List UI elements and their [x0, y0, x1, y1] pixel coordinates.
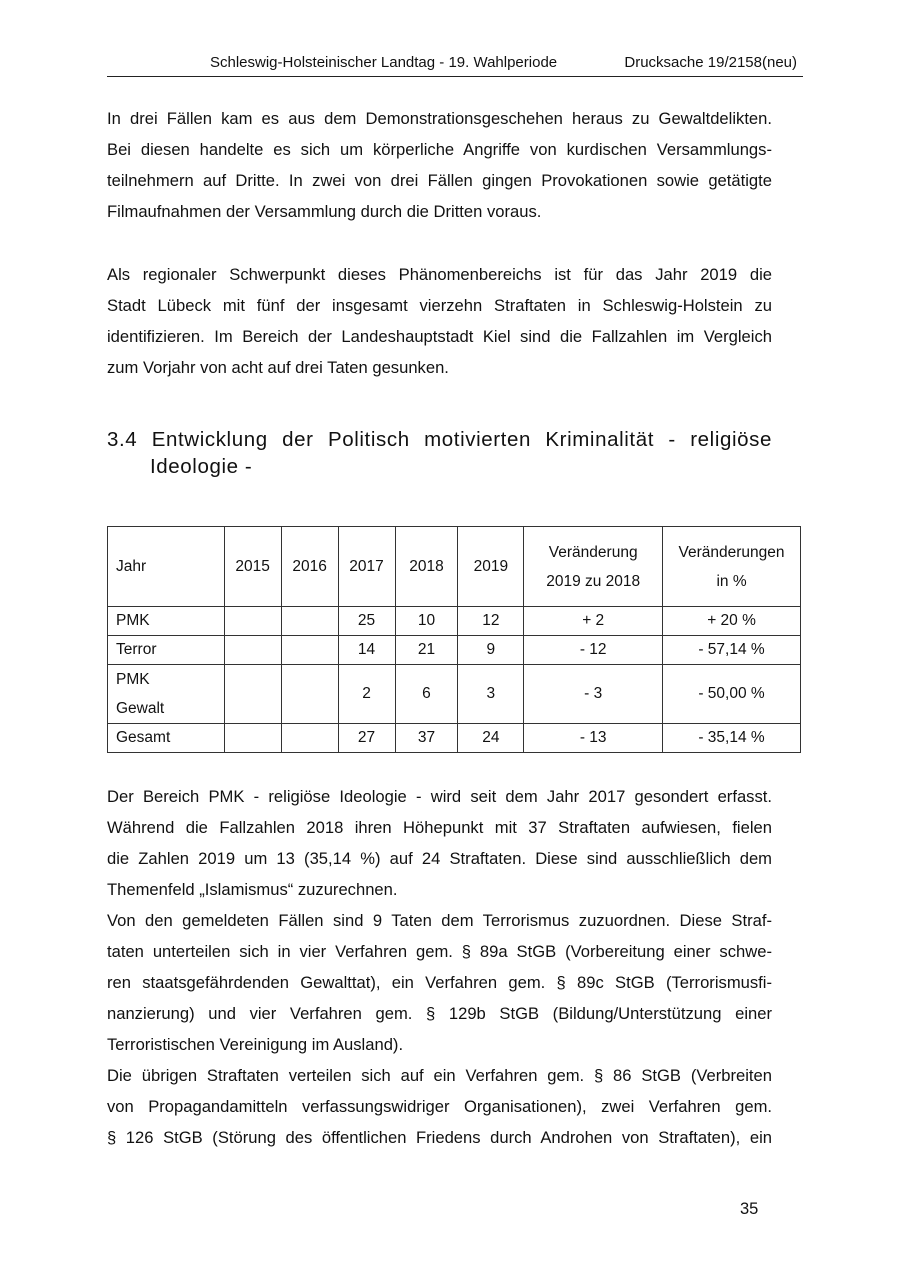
cell-2017: 25: [338, 607, 395, 636]
header-2018: 2018: [395, 527, 458, 607]
text-line: von Propagandamitteln verfassungswidriger Organisationen), zwei Verfahren gem.: [107, 1097, 772, 1116]
header-change: [524, 527, 663, 607]
page-header: [107, 50, 803, 77]
text-line: ren staatsgefährdenden Gewalttat), ein Verfahren gem. § 89c StGB (Terrorismusfi-: [107, 973, 772, 992]
table-row: [108, 636, 801, 665]
cell-2019: 3: [458, 665, 524, 724]
paragraph-violence: [107, 103, 772, 227]
table-header-row: [108, 527, 801, 607]
paragraph-development: [107, 781, 772, 905]
text-line: Von den gemeldeten Fällen sind 9 Taten dem Terrorismus zuzuordnen. Diese Straf-: [107, 911, 772, 930]
header-jahr: Jahr: [108, 527, 225, 607]
row-label: Terror: [108, 636, 225, 665]
header-2016: 2016: [281, 527, 338, 607]
cell-change: - 3: [524, 665, 663, 724]
page-number: 35: [740, 1200, 759, 1218]
header-parliament: Schleswig-Holsteinischer Landtag - 19. Wahlperiode: [210, 54, 558, 71]
cell-change: + 2: [524, 607, 663, 636]
cell-2015: [224, 607, 281, 636]
cell-2019: 12: [458, 607, 524, 636]
header-change-line2: 2019 zu 2018: [546, 572, 641, 590]
header-percent-line2: in %: [716, 572, 747, 590]
section-heading: [107, 426, 772, 480]
cell-2017: 27: [338, 724, 395, 753]
row-label: [108, 665, 225, 724]
cell-2019: 24: [458, 724, 524, 753]
cell-percent: - 35,14 %: [663, 724, 801, 753]
text-line: die Zahlen 2019 um 13 (35,14 %) auf 24 Straftaten. Diese sind ausschließlich dem: [107, 849, 772, 868]
header-document-number: Drucksache 19/2158(neu): [624, 54, 797, 71]
cell-percent: - 50,00 %: [663, 665, 801, 724]
paragraph-terrorism: [107, 905, 772, 1060]
paragraph-other-offences: [107, 1060, 772, 1153]
section-heading-line1: 3.4 Entwicklung der Politisch motivierten Kriminalität - religiöse: [107, 428, 772, 451]
cell-percent: - 57,14 %: [663, 636, 801, 665]
header-2017: 2017: [338, 527, 395, 607]
text-line: In drei Fällen kam es aus dem Demonstrationsgeschehen heraus zu Gewaltdelikten.: [107, 109, 772, 128]
row-label: PMK: [108, 607, 225, 636]
text-line: Die übrigen Straftaten verteilen sich auf ein Verfahren gem. § 86 StGB (Verbreiten: [107, 1066, 772, 1085]
table-row: [108, 724, 801, 753]
header-change-percent: [663, 527, 801, 607]
text-line: zum Vorjahr von acht auf drei Taten gesunken.: [107, 358, 449, 377]
text-line: identifizieren. Im Bereich der Landeshauptstadt Kiel sind die Fallzahlen im Vergleich: [107, 327, 772, 346]
cell-2017: 2: [338, 665, 395, 724]
text-line: Der Bereich PMK - religiöse Ideologie - wird seit dem Jahr 2017 gesondert erfasst.: [107, 787, 772, 806]
cell-2018: 10: [395, 607, 458, 636]
cell-2016: [281, 724, 338, 753]
cell-2016: [281, 636, 338, 665]
pmk-statistics-table: [107, 526, 801, 753]
section-heading-line2: Ideologie -: [150, 455, 253, 478]
cell-2015: [224, 636, 281, 665]
text-line: Als regionaler Schwerpunkt dieses Phänomenbereichs ist für das Jahr 2019 die: [107, 265, 772, 284]
paragraph-regional-focus: [107, 259, 772, 383]
text-line: Terroristischen Vereinigung im Ausland).: [107, 1035, 404, 1054]
table-row: [108, 607, 801, 636]
row-label-line1: PMK: [116, 671, 150, 688]
cell-2018: 37: [395, 724, 458, 753]
text-line: Themenfeld „Islamismus“ zuzurechnen.: [107, 880, 398, 899]
text-line: § 126 StGB (Störung des öffentlichen Friedens durch Androhen von Straftaten), ein: [107, 1128, 772, 1147]
text-line: Bei diesen handelte es sich um körperliche Angriffe von kurdischen Versammlungs-: [107, 140, 772, 159]
cell-change: - 13: [524, 724, 663, 753]
header-change-line1: Veränderung: [548, 543, 638, 561]
cell-2016: [281, 607, 338, 636]
cell-2018: 6: [395, 665, 458, 724]
text-line: nanzierung) und vier Verfahren gem. § 129b StGB (Bildung/Unterstützung einer: [107, 1004, 772, 1023]
text-line: Während die Fallzahlen 2018 ihren Höhepunkt mit 37 Straftaten aufwiesen, fielen: [107, 818, 772, 837]
table-row: [108, 665, 801, 724]
cell-2018: 21: [395, 636, 458, 665]
text-line: teilnehmern auf Dritte. In zwei von drei Fällen gingen Provokationen sowie getätigte: [107, 171, 772, 190]
header-percent-line1: Veränderungen: [678, 543, 785, 561]
cell-2015: [224, 665, 281, 724]
cell-2017: 14: [338, 636, 395, 665]
cell-2019: 9: [458, 636, 524, 665]
text-line: Filmaufnahmen der Versammlung durch die Dritten voraus.: [107, 202, 542, 221]
cell-percent: + 20 %: [663, 607, 801, 636]
header-2019: 2019: [458, 527, 524, 607]
text-line: taten unterteilen sich in vier Verfahren gem. § 89a StGB (Vorbereitung einer schwe-: [107, 942, 772, 961]
row-label: Gesamt: [108, 724, 225, 753]
text-line: Stadt Lübeck mit fünf der insgesamt vierzehn Straftaten in Schleswig-Holstein zu: [107, 296, 772, 315]
row-label-line2: Gewalt: [116, 700, 165, 717]
cell-2016: [281, 665, 338, 724]
cell-2015: [224, 724, 281, 753]
cell-change: - 12: [524, 636, 663, 665]
header-2015: 2015: [224, 527, 281, 607]
